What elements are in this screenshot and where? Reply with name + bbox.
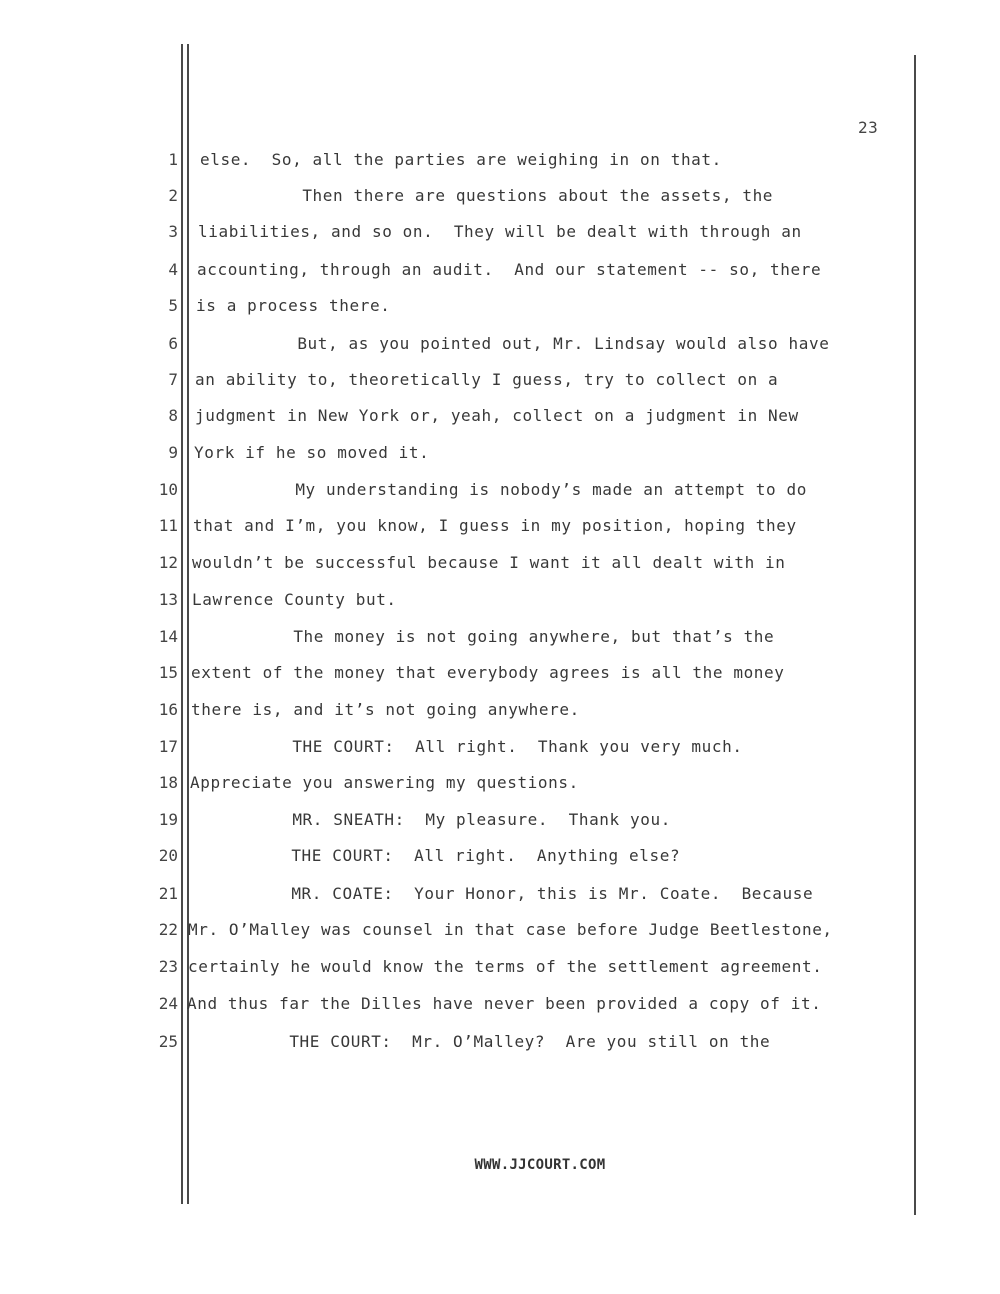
- transcript-line: [0, 222, 1000, 252]
- transcript-line: [0, 663, 1000, 693]
- line-text: Mr. O’Malley was counsel in that case before Judge Beetlestone,: [188, 920, 833, 939]
- transcript-line: [0, 260, 1000, 290]
- left-margin-rule-outer: [181, 44, 183, 1204]
- transcript-line: [0, 296, 1000, 326]
- line-number: 10: [158, 480, 178, 499]
- line-number: 17: [158, 737, 178, 756]
- line-number: 15: [158, 663, 178, 682]
- line-text: THE COURT: Mr. O’Malley? Are you still on the: [187, 1032, 771, 1051]
- transcript-line: [0, 737, 1000, 767]
- line-text: wouldn’t be successful because I want it all dealt with in: [192, 553, 786, 572]
- line-number: 4: [168, 260, 178, 279]
- line-text: The money is not going anywhere, but that’s the: [191, 627, 775, 646]
- line-text: MR. SNEATH: My pleasure. Thank you.: [190, 810, 671, 829]
- transcript-line: [0, 920, 1000, 950]
- line-number: 8: [168, 406, 178, 425]
- line-text: Lawrence County but.: [192, 590, 397, 609]
- transcript-line: [0, 150, 1000, 180]
- transcript-line: [0, 443, 1000, 473]
- line-text: My understanding is nobody’s made an attempt to do: [193, 480, 807, 499]
- page-number: 23: [858, 118, 879, 137]
- line-text: there is, and it’s not going anywhere.: [191, 700, 580, 719]
- line-text: Then there are questions about the assets, the: [200, 186, 774, 205]
- transcript-line: [0, 406, 1000, 436]
- line-number: 22: [158, 920, 178, 939]
- transcript-line: [0, 553, 1000, 583]
- line-text: extent of the money that everybody agrees is all the money: [191, 663, 785, 682]
- line-text: And thus far the Dilles have never been provided a copy of it.: [187, 994, 822, 1013]
- transcript-line: [0, 370, 1000, 400]
- transcript-line: [0, 480, 1000, 510]
- transcript-line: [0, 773, 1000, 803]
- line-text: judgment in New York or, yeah, collect on a judgment in New: [195, 406, 799, 425]
- line-number: 24: [158, 994, 178, 1013]
- line-number: 19: [158, 810, 178, 829]
- line-number: 18: [158, 773, 178, 792]
- line-number: 11: [158, 516, 178, 535]
- transcript-line: [0, 846, 1000, 876]
- transcript-line: [0, 700, 1000, 730]
- line-number: 3: [168, 222, 178, 241]
- line-number: 20: [158, 846, 178, 865]
- line-text: liabilities, and so on. They will be dealt with through an: [198, 222, 802, 241]
- line-text: accounting, through an audit. And our statement -- so, there: [197, 260, 822, 279]
- line-text: THE COURT: All right. Thank you very much.: [190, 737, 743, 756]
- line-text: THE COURT: All right. Anything else?: [189, 846, 681, 865]
- transcript-line: [0, 1032, 1000, 1062]
- line-number: 6: [168, 334, 178, 353]
- transcript-line: [0, 994, 1000, 1024]
- line-number: 21: [158, 884, 178, 903]
- line-number: 23: [158, 957, 178, 976]
- line-text: is a process there.: [196, 296, 391, 315]
- footer-website: WWW.JJCOURT.COM: [474, 1157, 606, 1173]
- line-number: 2: [168, 186, 178, 205]
- line-number: 9: [168, 443, 178, 462]
- transcript-line: [0, 590, 1000, 620]
- transcript-line: [0, 810, 1000, 840]
- line-text: But, as you pointed out, Mr. Lindsay would also have: [195, 334, 830, 353]
- line-number: 7: [168, 370, 178, 389]
- line-number: 1: [168, 150, 178, 169]
- line-number: 16: [158, 700, 178, 719]
- transcript-line: [0, 627, 1000, 657]
- line-text: Appreciate you answering my questions.: [190, 773, 579, 792]
- transcript-line: [0, 884, 1000, 914]
- line-text: MR. COATE: Your Honor, this is Mr. Coate. Because: [189, 884, 814, 903]
- line-number: 12: [158, 553, 178, 572]
- line-number: 25: [158, 1032, 178, 1051]
- line-number: 14: [158, 627, 178, 646]
- line-text: certainly he would know the terms of the settlement agreement.: [188, 957, 823, 976]
- transcript-line: [0, 334, 1000, 364]
- transcript-line: [0, 516, 1000, 546]
- line-text: else. So, all the parties are weighing in on that.: [200, 150, 722, 169]
- transcript-line: [0, 957, 1000, 987]
- line-number: 13: [158, 590, 178, 609]
- line-text: that and I’m, you know, I guess in my position, hoping they: [193, 516, 797, 535]
- line-text: York if he so moved it.: [194, 443, 430, 462]
- line-number: 5: [168, 296, 178, 315]
- line-text: an ability to, theoretically I guess, try to collect on a: [195, 370, 779, 389]
- left-margin-rule-inner: [187, 44, 189, 1204]
- transcript-line: [0, 186, 1000, 216]
